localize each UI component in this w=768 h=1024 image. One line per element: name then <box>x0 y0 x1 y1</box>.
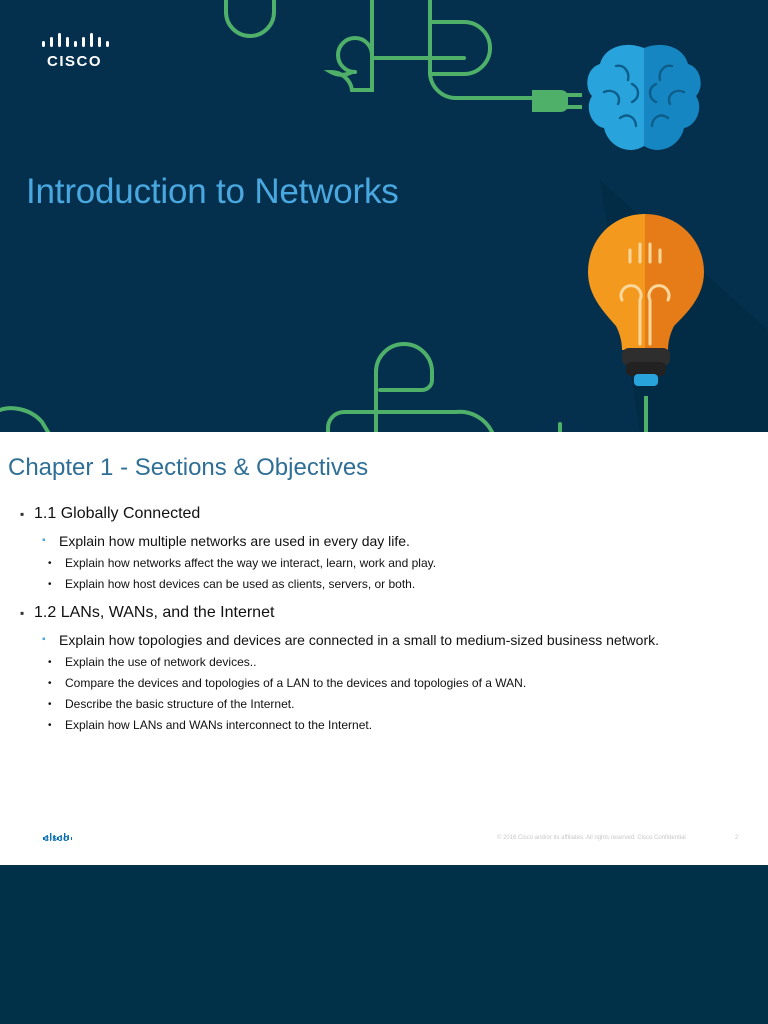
dot-bullet-icon: • <box>48 657 52 668</box>
point-item <box>0 553 768 574</box>
point-item <box>0 673 768 694</box>
point-text: Explain the use of network devices.. <box>65 655 257 669</box>
brain-icon <box>587 45 700 150</box>
dash-bullet-icon: ▪ <box>42 535 46 546</box>
objectives-slide <box>0 432 768 865</box>
cisco-logo <box>40 33 110 73</box>
point-item <box>0 694 768 715</box>
point-text: Compare the devices and topologies of a LAN to the devices and topologies of a WAN. <box>65 676 527 690</box>
dot-bullet-icon: • <box>48 579 52 590</box>
circuit-lines-top <box>226 0 534 98</box>
decorative-background <box>0 0 768 432</box>
dash-bullet-icon: ▪ <box>42 634 46 645</box>
section-label: 1.1 Globally Connected <box>34 505 201 522</box>
objective-item <box>0 529 768 553</box>
point-item <box>0 574 768 595</box>
page-number: 2 <box>735 835 739 841</box>
section-item <box>0 601 768 625</box>
objectives-outline <box>0 502 768 736</box>
objective-text: Explain how topologies and devices are connected in a small to medium-sized business network. <box>59 632 659 648</box>
section-label: 1.2 LANs, WANs, and the Internet <box>34 604 275 621</box>
point-text: Describe the basic structure of the Internet. <box>65 697 295 711</box>
plug-icon <box>532 90 582 112</box>
dot-bullet-icon: • <box>48 699 52 710</box>
copyright-text: © 2016 Cisco and/or its affiliates. All rights reserved. Cisco Confidential <box>497 835 686 841</box>
section-item <box>0 502 768 526</box>
slide-heading: Chapter 1 - Sections & Objectives <box>8 454 369 481</box>
cisco-wordmark: CISCO <box>47 53 103 70</box>
deck-title: Introduction to Networks <box>26 172 399 211</box>
cisco-bars-icon <box>40 33 110 51</box>
objective-text: Explain how multiple networks are used in every day life. <box>59 533 410 549</box>
objective-item <box>0 628 768 652</box>
cisco-wordmark: CISCO <box>44 836 70 843</box>
point-text: Explain how host devices can be used as clients, servers, or both. <box>65 577 416 591</box>
dot-bullet-icon: • <box>48 720 52 731</box>
square-bullet-icon: ▪ <box>20 606 25 620</box>
point-text: Explain how networks affect the way we interact, learn, work and play. <box>65 556 437 570</box>
title-slide <box>0 0 768 432</box>
circuit-lines-bottom <box>0 344 560 432</box>
dot-bullet-icon: • <box>48 558 52 569</box>
point-item <box>0 715 768 736</box>
dot-bullet-icon: • <box>48 678 52 689</box>
square-bullet-icon: ▪ <box>20 507 25 521</box>
footer-cisco-logo <box>42 828 72 846</box>
point-text: Explain how LANs and WANs interconnect to the Internet. <box>65 718 373 732</box>
point-item <box>0 652 768 673</box>
